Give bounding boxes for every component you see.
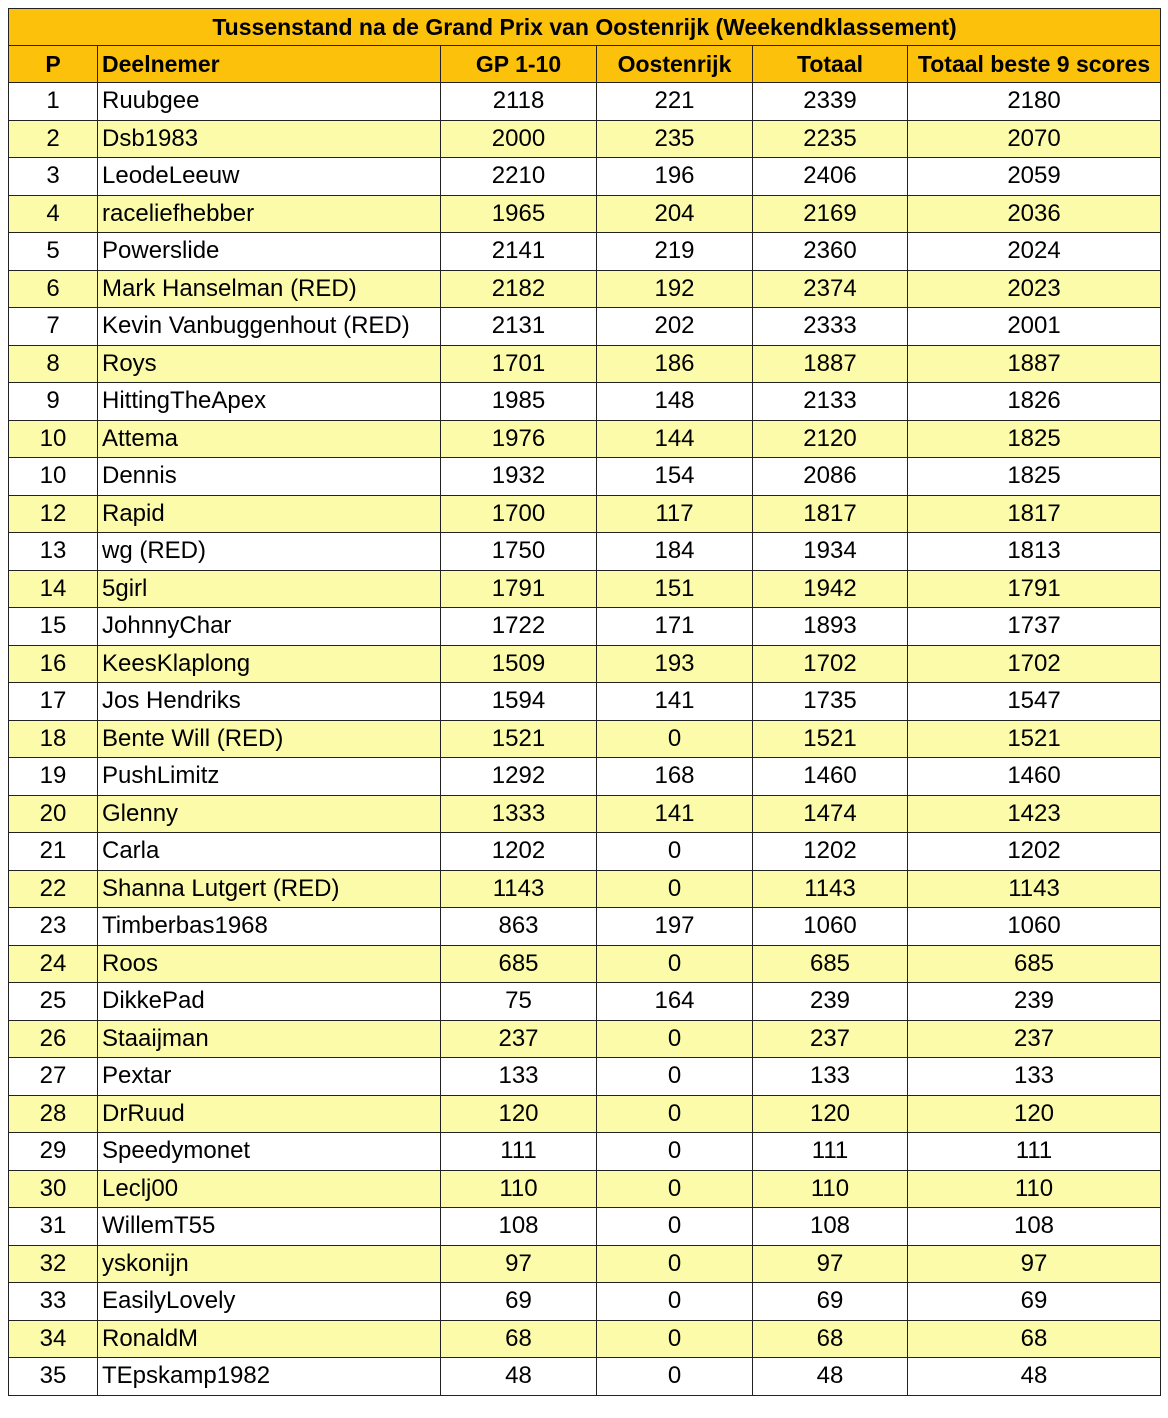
cell-best-9: 1817 (908, 495, 1161, 533)
cell-gp-1-10: 1509 (441, 645, 597, 683)
cell-participant: Timberbas1968 (98, 908, 441, 946)
cell-total: 2133 (753, 383, 908, 421)
cell-position: 35 (9, 1358, 98, 1396)
cell-participant: yskonijn (98, 1245, 441, 1283)
cell-best-9: 1143 (908, 870, 1161, 908)
cell-total: 2169 (753, 195, 908, 233)
cell-position: 34 (9, 1320, 98, 1358)
cell-gp-1-10: 97 (441, 1245, 597, 1283)
cell-participant: Mark Hanselman (RED) (98, 270, 441, 308)
cell-best-9: 1547 (908, 683, 1161, 721)
cell-participant: Leclj00 (98, 1170, 441, 1208)
cell-best-9: 2023 (908, 270, 1161, 308)
cell-participant: WillemT55 (98, 1208, 441, 1246)
header-total: Totaal (753, 46, 908, 83)
cell-participant: RonaldM (98, 1320, 441, 1358)
cell-gp-1-10: 1292 (441, 758, 597, 796)
header-best-9: Totaal beste 9 scores (908, 46, 1161, 83)
cell-position: 32 (9, 1245, 98, 1283)
cell-gp-1-10: 1143 (441, 870, 597, 908)
cell-position: 6 (9, 270, 98, 308)
cell-position: 23 (9, 908, 98, 946)
cell-best-9: 2059 (908, 158, 1161, 196)
cell-oostenrijk: 0 (597, 870, 753, 908)
table-row (9, 1095, 1161, 1133)
cell-best-9: 237 (908, 1020, 1161, 1058)
table-row (9, 1020, 1161, 1058)
cell-participant: Ruubgee (98, 83, 441, 121)
cell-best-9: 1521 (908, 720, 1161, 758)
table-row (9, 1283, 1161, 1321)
cell-total: 1735 (753, 683, 908, 721)
table-row (9, 1208, 1161, 1246)
cell-position: 9 (9, 383, 98, 421)
cell-gp-1-10: 108 (441, 1208, 597, 1246)
cell-participant: Jos Hendriks (98, 683, 441, 721)
cell-participant: Kevin Vanbuggenhout (RED) (98, 308, 441, 346)
cell-participant: Roys (98, 345, 441, 383)
cell-gp-1-10: 2000 (441, 120, 597, 158)
cell-total: 1887 (753, 345, 908, 383)
cell-oostenrijk: 0 (597, 1170, 753, 1208)
cell-gp-1-10: 1965 (441, 195, 597, 233)
cell-total: 239 (753, 983, 908, 1021)
cell-best-9: 108 (908, 1208, 1161, 1246)
cell-gp-1-10: 1202 (441, 833, 597, 871)
cell-position: 21 (9, 833, 98, 871)
cell-oostenrijk: 196 (597, 158, 753, 196)
table-row (9, 870, 1161, 908)
cell-oostenrijk: 204 (597, 195, 753, 233)
cell-best-9: 1887 (908, 345, 1161, 383)
cell-gp-1-10: 1932 (441, 458, 597, 496)
cell-gp-1-10: 237 (441, 1020, 597, 1058)
cell-oostenrijk: 0 (597, 833, 753, 871)
cell-total: 1521 (753, 720, 908, 758)
table-row (9, 1133, 1161, 1171)
cell-total: 1143 (753, 870, 908, 908)
cell-total: 2339 (753, 83, 908, 121)
cell-participant: TEpskamp1982 (98, 1358, 441, 1396)
cell-total: 108 (753, 1208, 908, 1246)
cell-oostenrijk: 192 (597, 270, 753, 308)
table-row (9, 720, 1161, 758)
table-row (9, 308, 1161, 346)
cell-best-9: 1202 (908, 833, 1161, 871)
cell-best-9: 1826 (908, 383, 1161, 421)
cell-position: 15 (9, 608, 98, 646)
cell-total: 1202 (753, 833, 908, 871)
table-row (9, 233, 1161, 271)
cell-participant: Glenny (98, 795, 441, 833)
cell-best-9: 1813 (908, 533, 1161, 571)
header-row (9, 46, 1161, 83)
cell-gp-1-10: 69 (441, 1283, 597, 1321)
cell-total: 1942 (753, 570, 908, 608)
cell-oostenrijk: 164 (597, 983, 753, 1021)
cell-total: 110 (753, 1170, 908, 1208)
cell-oostenrijk: 0 (597, 1208, 753, 1246)
cell-best-9: 120 (908, 1095, 1161, 1133)
table-row (9, 908, 1161, 946)
cell-total: 97 (753, 1245, 908, 1283)
cell-gp-1-10: 111 (441, 1133, 597, 1171)
cell-oostenrijk: 0 (597, 720, 753, 758)
cell-position: 4 (9, 195, 98, 233)
cell-best-9: 133 (908, 1058, 1161, 1096)
cell-oostenrijk: 0 (597, 1283, 753, 1321)
cell-total: 1934 (753, 533, 908, 571)
cell-position: 13 (9, 533, 98, 571)
table-row (9, 383, 1161, 421)
cell-best-9: 2036 (908, 195, 1161, 233)
table-row (9, 983, 1161, 1021)
cell-total: 2086 (753, 458, 908, 496)
cell-participant: Pextar (98, 1058, 441, 1096)
cell-gp-1-10: 685 (441, 945, 597, 983)
standings-table (8, 8, 1161, 1396)
table-row (9, 570, 1161, 608)
table-row (9, 495, 1161, 533)
cell-best-9: 1423 (908, 795, 1161, 833)
cell-oostenrijk: 184 (597, 533, 753, 571)
cell-total: 1817 (753, 495, 908, 533)
cell-total: 120 (753, 1095, 908, 1133)
cell-gp-1-10: 863 (441, 908, 597, 946)
cell-oostenrijk: 141 (597, 795, 753, 833)
cell-participant: Dsb1983 (98, 120, 441, 158)
cell-best-9: 1702 (908, 645, 1161, 683)
cell-position: 29 (9, 1133, 98, 1171)
cell-position: 27 (9, 1058, 98, 1096)
cell-position: 3 (9, 158, 98, 196)
cell-gp-1-10: 120 (441, 1095, 597, 1133)
cell-position: 14 (9, 570, 98, 608)
cell-position: 33 (9, 1283, 98, 1321)
cell-gp-1-10: 1985 (441, 383, 597, 421)
cell-participant: Shanna Lutgert (RED) (98, 870, 441, 908)
cell-position: 18 (9, 720, 98, 758)
cell-oostenrijk: 0 (597, 945, 753, 983)
cell-oostenrijk: 219 (597, 233, 753, 271)
cell-position: 17 (9, 683, 98, 721)
cell-total: 2374 (753, 270, 908, 308)
cell-best-9: 68 (908, 1320, 1161, 1358)
cell-position: 5 (9, 233, 98, 271)
cell-gp-1-10: 133 (441, 1058, 597, 1096)
cell-best-9: 1825 (908, 458, 1161, 496)
table-row (9, 195, 1161, 233)
table-row (9, 1058, 1161, 1096)
cell-position: 1 (9, 83, 98, 121)
cell-total: 2120 (753, 420, 908, 458)
cell-best-9: 239 (908, 983, 1161, 1021)
cell-total: 1702 (753, 645, 908, 683)
cell-participant: Carla (98, 833, 441, 871)
cell-gp-1-10: 110 (441, 1170, 597, 1208)
header-oostenrijk: Oostenrijk (597, 46, 753, 83)
cell-gp-1-10: 1521 (441, 720, 597, 758)
table-row (9, 345, 1161, 383)
cell-oostenrijk: 151 (597, 570, 753, 608)
cell-participant: DikkePad (98, 983, 441, 1021)
cell-position: 22 (9, 870, 98, 908)
cell-oostenrijk: 154 (597, 458, 753, 496)
cell-gp-1-10: 1594 (441, 683, 597, 721)
cell-participant: raceliefhebber (98, 195, 441, 233)
cell-gp-1-10: 75 (441, 983, 597, 1021)
cell-position: 26 (9, 1020, 98, 1058)
cell-position: 8 (9, 345, 98, 383)
cell-total: 1460 (753, 758, 908, 796)
cell-gp-1-10: 1750 (441, 533, 597, 571)
cell-best-9: 97 (908, 1245, 1161, 1283)
cell-position: 10 (9, 420, 98, 458)
cell-total: 69 (753, 1283, 908, 1321)
cell-oostenrijk: 202 (597, 308, 753, 346)
cell-position: 7 (9, 308, 98, 346)
cell-participant: Speedymonet (98, 1133, 441, 1171)
cell-gp-1-10: 68 (441, 1320, 597, 1358)
cell-participant: HittingTheApex (98, 383, 441, 421)
cell-best-9: 1825 (908, 420, 1161, 458)
cell-oostenrijk: 144 (597, 420, 753, 458)
cell-total: 2235 (753, 120, 908, 158)
cell-oostenrijk: 0 (597, 1320, 753, 1358)
cell-total: 1893 (753, 608, 908, 646)
cell-oostenrijk: 141 (597, 683, 753, 721)
cell-oostenrijk: 0 (597, 1358, 753, 1396)
cell-total: 2406 (753, 158, 908, 196)
table-row (9, 1358, 1161, 1396)
cell-participant: LeodeLeeuw (98, 158, 441, 196)
cell-participant: JohnnyChar (98, 608, 441, 646)
table-row (9, 833, 1161, 871)
table-row (9, 420, 1161, 458)
table-row (9, 608, 1161, 646)
header-position: P (9, 46, 98, 83)
table-row (9, 795, 1161, 833)
table-row (9, 120, 1161, 158)
cell-participant: Bente Will (RED) (98, 720, 441, 758)
cell-total: 111 (753, 1133, 908, 1171)
cell-gp-1-10: 2131 (441, 308, 597, 346)
cell-oostenrijk: 193 (597, 645, 753, 683)
cell-participant: Roos (98, 945, 441, 983)
cell-gp-1-10: 48 (441, 1358, 597, 1396)
cell-oostenrijk: 221 (597, 83, 753, 121)
table-row (9, 158, 1161, 196)
table-row (9, 458, 1161, 496)
table-row (9, 83, 1161, 121)
cell-position: 25 (9, 983, 98, 1021)
cell-total: 133 (753, 1058, 908, 1096)
cell-participant: Powerslide (98, 233, 441, 271)
cell-position: 20 (9, 795, 98, 833)
cell-oostenrijk: 171 (597, 608, 753, 646)
table-row (9, 1320, 1161, 1358)
cell-oostenrijk: 117 (597, 495, 753, 533)
cell-best-9: 2024 (908, 233, 1161, 271)
cell-gp-1-10: 1976 (441, 420, 597, 458)
header-gp-1-10: GP 1-10 (441, 46, 597, 83)
table-row (9, 270, 1161, 308)
cell-oostenrijk: 0 (597, 1095, 753, 1133)
cell-participant: 5girl (98, 570, 441, 608)
cell-total: 1474 (753, 795, 908, 833)
cell-best-9: 2070 (908, 120, 1161, 158)
cell-gp-1-10: 1791 (441, 570, 597, 608)
cell-oostenrijk: 235 (597, 120, 753, 158)
cell-gp-1-10: 1700 (441, 495, 597, 533)
cell-position: 28 (9, 1095, 98, 1133)
cell-position: 19 (9, 758, 98, 796)
cell-total: 1060 (753, 908, 908, 946)
cell-best-9: 685 (908, 945, 1161, 983)
cell-gp-1-10: 1701 (441, 345, 597, 383)
cell-oostenrijk: 168 (597, 758, 753, 796)
cell-participant: Dennis (98, 458, 441, 496)
table-row (9, 758, 1161, 796)
cell-position: 2 (9, 120, 98, 158)
cell-total: 2360 (753, 233, 908, 271)
table-row (9, 1245, 1161, 1283)
cell-best-9: 1060 (908, 908, 1161, 946)
cell-position: 16 (9, 645, 98, 683)
cell-total: 237 (753, 1020, 908, 1058)
cell-best-9: 1460 (908, 758, 1161, 796)
header-participant: Deelnemer (98, 46, 441, 83)
table-title: Tussenstand na de Grand Prix van Oostenrijk (Weekendklassement) (9, 9, 1161, 46)
cell-position: 10 (9, 458, 98, 496)
cell-oostenrijk: 186 (597, 345, 753, 383)
standings-sheet (8, 8, 1160, 1396)
cell-gp-1-10: 2182 (441, 270, 597, 308)
cell-participant: PushLimitz (98, 758, 441, 796)
cell-best-9: 111 (908, 1133, 1161, 1171)
table-row (9, 683, 1161, 721)
cell-position: 24 (9, 945, 98, 983)
cell-participant: Attema (98, 420, 441, 458)
cell-oostenrijk: 0 (597, 1133, 753, 1171)
cell-gp-1-10: 1722 (441, 608, 597, 646)
cell-best-9: 48 (908, 1358, 1161, 1396)
cell-position: 12 (9, 495, 98, 533)
cell-gp-1-10: 2141 (441, 233, 597, 271)
cell-best-9: 1737 (908, 608, 1161, 646)
cell-position: 30 (9, 1170, 98, 1208)
cell-best-9: 2001 (908, 308, 1161, 346)
cell-gp-1-10: 2210 (441, 158, 597, 196)
table-row (9, 1170, 1161, 1208)
cell-position: 31 (9, 1208, 98, 1246)
cell-participant: DrRuud (98, 1095, 441, 1133)
cell-oostenrijk: 0 (597, 1020, 753, 1058)
cell-gp-1-10: 1333 (441, 795, 597, 833)
cell-best-9: 1791 (908, 570, 1161, 608)
cell-oostenrijk: 0 (597, 1058, 753, 1096)
cell-gp-1-10: 2118 (441, 83, 597, 121)
table-body (9, 83, 1161, 1396)
cell-total: 68 (753, 1320, 908, 1358)
cell-best-9: 2180 (908, 83, 1161, 121)
cell-participant: KeesKlaplong (98, 645, 441, 683)
cell-best-9: 69 (908, 1283, 1161, 1321)
table-row (9, 645, 1161, 683)
cell-participant: wg (RED) (98, 533, 441, 571)
cell-oostenrijk: 0 (597, 1245, 753, 1283)
cell-total: 685 (753, 945, 908, 983)
cell-participant: Staaijman (98, 1020, 441, 1058)
table-row (9, 945, 1161, 983)
cell-total: 2333 (753, 308, 908, 346)
cell-total: 48 (753, 1358, 908, 1396)
cell-oostenrijk: 148 (597, 383, 753, 421)
cell-participant: EasilyLovely (98, 1283, 441, 1321)
cell-best-9: 110 (908, 1170, 1161, 1208)
table-row (9, 533, 1161, 571)
cell-participant: Rapid (98, 495, 441, 533)
cell-oostenrijk: 197 (597, 908, 753, 946)
